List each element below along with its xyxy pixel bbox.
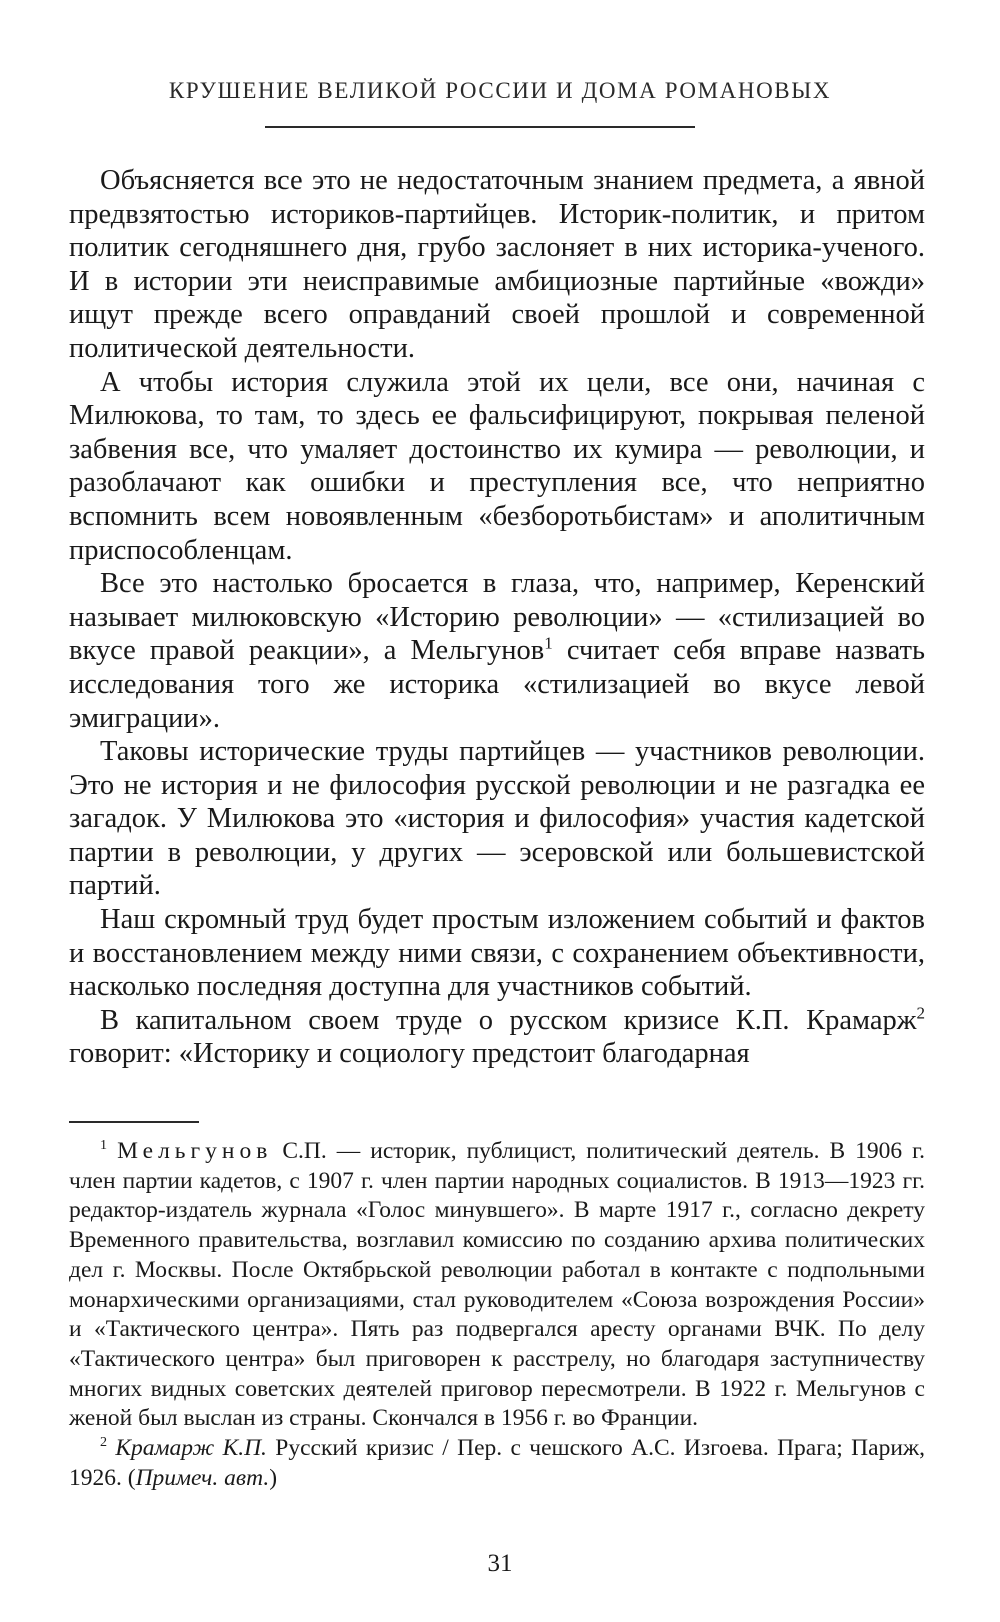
footnote-1-mark: 1: [100, 1137, 108, 1154]
paragraph-5: Наш скромный труд будет простым изложением событий и фактов и восстановлением между ними связи, с сохранением объективности, насколько последняя доступна для участников событий.: [69, 904, 925, 1003]
main-text: [69, 164, 925, 1071]
paragraph-6: [69, 1004, 925, 1071]
footnote-ref-1: 1: [544, 633, 553, 653]
paragraph-6-text-b: говорит: «Историку и социологу предстоит благодарная: [69, 1038, 750, 1070]
footnote-rule: [69, 1121, 199, 1123]
paragraph-3-text-a: Все это настолько бросается в глаза, что, например, Керенский называет милюковскую «Историю революции» — «стилизацией во вкусе правой реакции», а Мельгунов: [69, 568, 925, 667]
footnote-2-mark: 2: [100, 1434, 108, 1451]
footnote-1: [69, 1137, 925, 1434]
footnote-1-text: С.П. — историк, публицист, политический деятель. В 1906 г. член партии кадетов, с 1907 г. член партии народных социалистов. В 1913—1923 гг. редактор-издатель журнала «Голос минувшего». В марте 1917 г., согласно декрету Временного правительства, возглавил комиссию по созданию архива политических дел г. Москвы. После Октябрьской революции работал в контакте с подпольными монархическими организациями, стал руководителем «Союза возрождения России» и «Тактического центра». Пять раз подвергался аресту органами ВЧК. По делу «Тактического центра» был приговорен к расстрелу, но благодаря заступничеству многих видных советских деятелей приговор пересмотрели. В 1922 г. Мельгунов с женой был выслан из страны. Скончался в 1956 г. во Франции.: [69, 1138, 926, 1432]
footnote-2: [69, 1434, 925, 1493]
paragraph-1: Объясняется все это не недостаточным знанием предмета, а явной предвзятостью историков-партийцев. Историк-политик, и притом политик сегодняшнего дня, грубо заслоняет в них историка-ученого. И в истории эти неисправимые амбициозные партийные «вожди» ищут прежде всего оправданий своей прошлой и современной политической деятельности.: [69, 165, 925, 364]
page-number: 31: [487, 1550, 513, 1577]
footnote-2-close: ): [269, 1464, 278, 1491]
footnote-2-author: Крамарж К.П.: [115, 1435, 267, 1462]
paragraph-2: А чтобы история служила этой их цели, все они, начиная с Милюкова, то там, то здесь ее фальсифицируют, покрывая пеленой забвения все, что умаляет достоинство их кумира — революции, и разоблачают как ошибки и преступления все, что неприятно вспомнить всем новоявленным «безборотьбистам» и аполитичным приспособленцам.: [69, 366, 925, 566]
paragraph-6-text-a: В капитальном своем труде о русском кризисе К.П. Крамарж: [100, 1004, 917, 1036]
footnote-1-name: Мельгунов: [117, 1138, 273, 1164]
footnote-2-note: Примеч. авт.: [135, 1464, 270, 1491]
header-rule: [265, 126, 695, 128]
running-head: КРУШЕНИЕ ВЕЛИКОЙ РОССИИ И ДОМА РОМАНОВЫХ: [168, 78, 832, 103]
paragraph-3: [69, 567, 925, 735]
footnote-ref-2: 2: [916, 1003, 925, 1023]
paragraph-3-text-b: считает себя вправе назвать исследования того же историка «стилизацией во вкусе левой эмиграции».: [69, 635, 925, 734]
footnotes: [69, 1137, 925, 1493]
paragraph-4: Таковы исторические труды партийцев — участников революции. Это не история и не философия русской революции и не разгадка ее загадок. У Милюкова это «история и философия» участия кадетской партии в революции, у других — эсеровской или большевистской партий.: [69, 736, 925, 902]
footnote-2-text: Русский кризис / Пер. с чешского А.С. Изгоева. Прага; Париж, 1926. (: [69, 1435, 926, 1491]
